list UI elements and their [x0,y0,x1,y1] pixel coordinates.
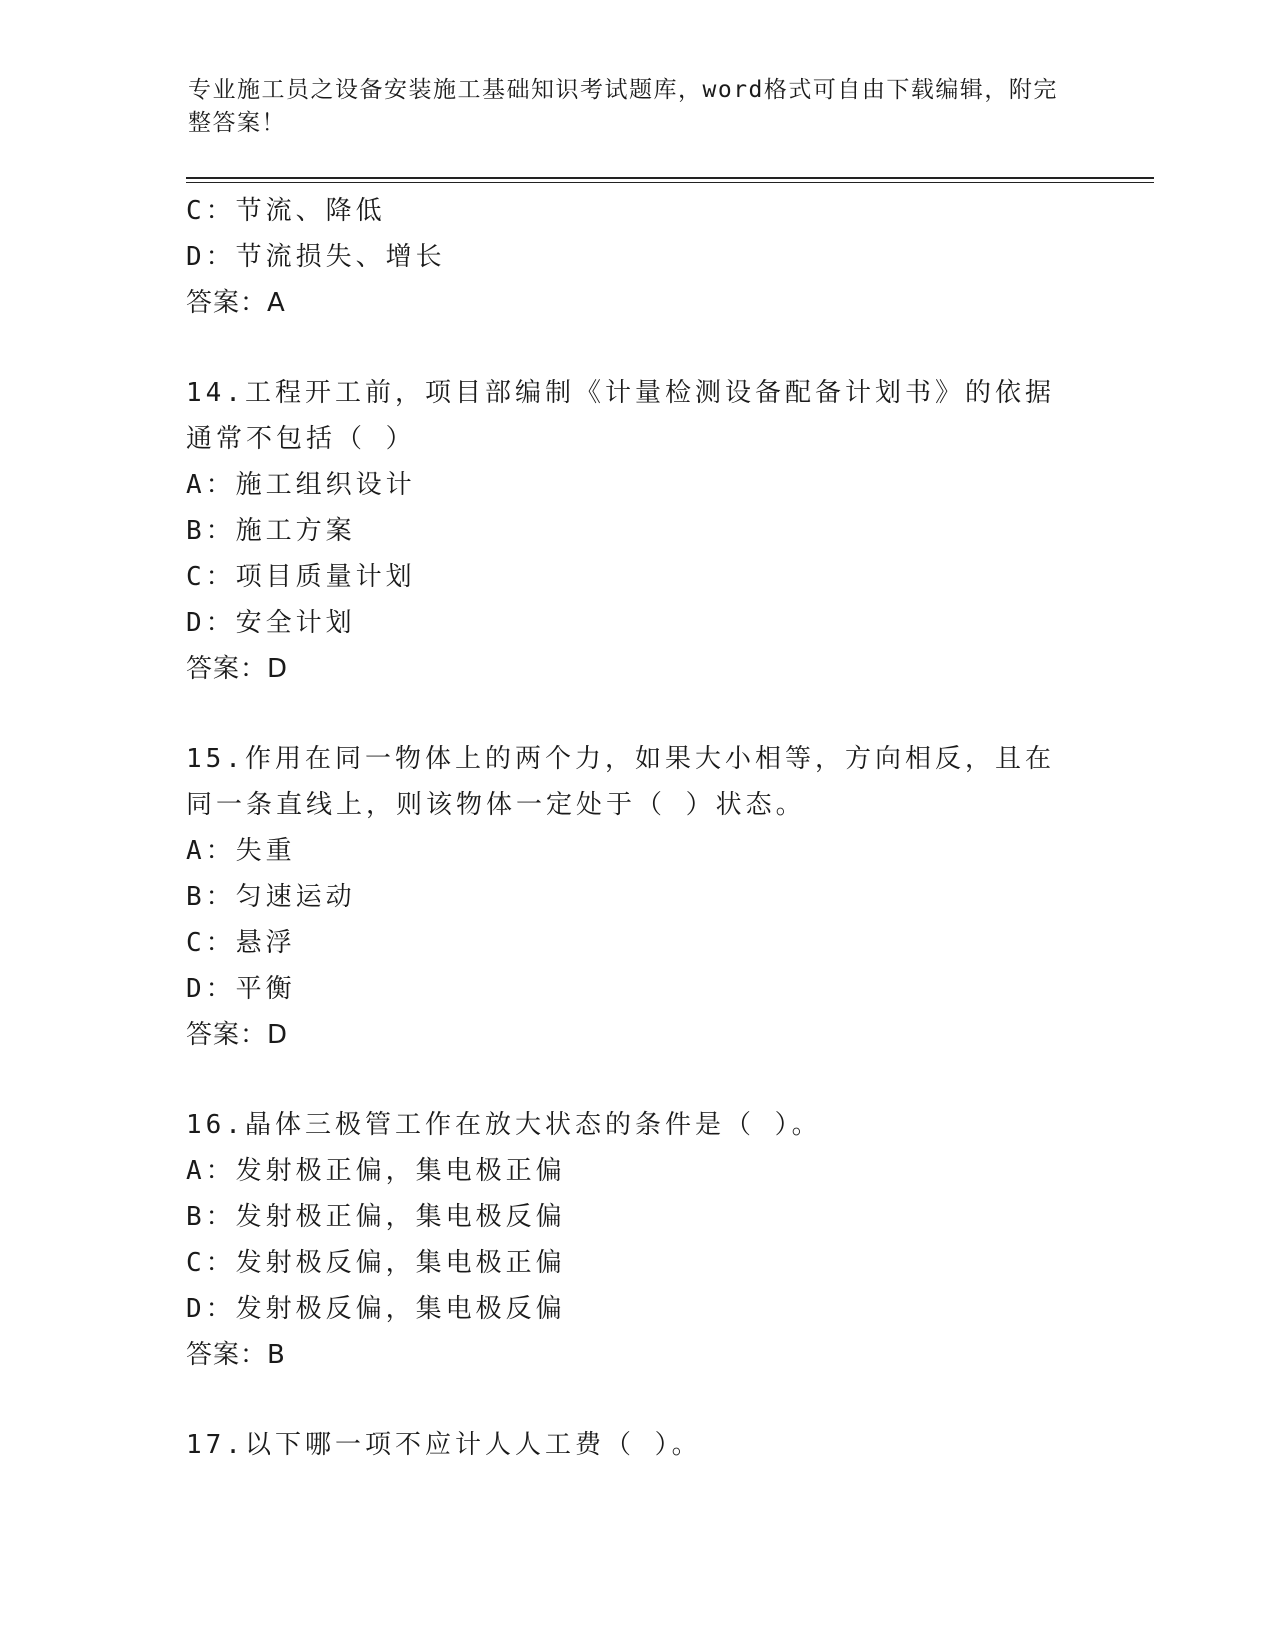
header-divider-thin [186,182,1154,183]
question-text: 15.作用在同一物体上的两个力，如果大小相等，方向相反，且在同一条直线上，则该物体一定处于（ ）状态。 [186,744,1055,820]
answer-line: 答案：D [186,1020,289,1050]
option-c: C：节流、降低 [186,196,386,226]
question-14 [186,370,1086,692]
option-a: A：发射极正偏，集电极正偏 [186,1156,566,1186]
question-13-fragment [186,188,1086,326]
option-d: D：节流损失、增长 [186,242,446,272]
option-a: A：施工组织设计 [186,470,416,500]
option-b: B：施工方案 [186,516,356,546]
question-17 [186,1422,1086,1468]
question-text: 14.工程开工前，项目部编制《计量检测设备配备计划书》的依据通常不包括（ ） [186,378,1055,454]
header-divider [186,177,1154,179]
question-text: 16.晶体三极管工作在放大状态的条件是（ ）。 [186,1110,822,1140]
question-15 [186,736,1086,1058]
page-header: 专业施工员之设备安装施工基础知识考试题库，word格式可自由下载编辑，附完整答案！ [188,77,1058,136]
question-text: 17.以下哪一项不应计人人工费（ ）。 [186,1430,702,1460]
option-d: D：平衡 [186,974,296,1004]
question-16 [186,1102,1086,1378]
option-c: C：项目质量计划 [186,562,416,592]
option-d: D：发射极反偏，集电极反偏 [186,1294,566,1324]
question-list [186,188,1086,1468]
answer-line: 答案：A [186,288,286,318]
answer-line: 答案：D [186,654,289,684]
option-c: C：发射极反偏，集电极正偏 [186,1248,566,1278]
option-c: C：悬浮 [186,928,296,958]
answer-line: 答案：B [186,1340,286,1370]
option-b: B：发射极正偏，集电极反偏 [186,1202,566,1232]
option-d: D：安全计划 [186,608,356,638]
option-a: A：失重 [186,836,296,866]
option-b: B：匀速运动 [186,882,356,912]
